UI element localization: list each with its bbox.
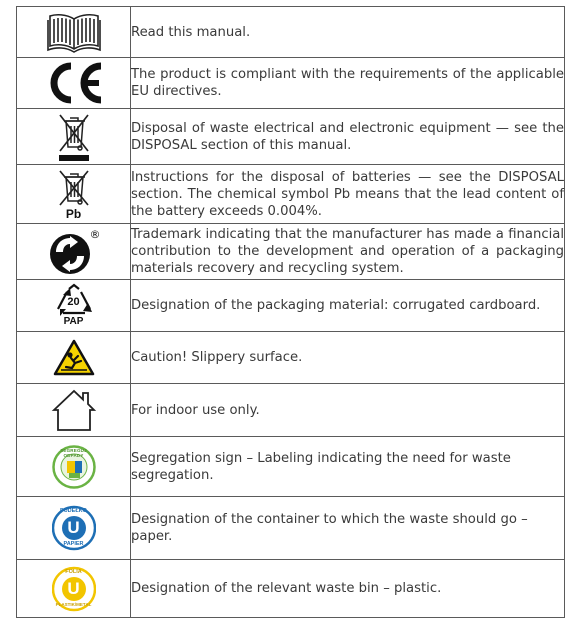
- icon-cell: [17, 280, 131, 332]
- table-row: [17, 7, 565, 58]
- row-description: Trademark indicating that the manufacturer has made a financial contribution to the development and operation of a packaging materials recovery and recycling system.: [131, 224, 565, 280]
- row-description: Disposal of waste electrical and electronic equipment — see the DISPOSAL section of this manual.: [131, 109, 565, 165]
- icon-cell: [17, 224, 131, 280]
- icon-cell: [17, 7, 131, 58]
- icon-cell: [17, 332, 131, 384]
- row-description: Designation of the relevant waste bin – plastic.: [131, 560, 565, 618]
- paper-bin-bottom-label: PAPIER: [63, 541, 84, 547]
- green-dot-icon: [48, 232, 92, 276]
- table-row: [17, 109, 565, 165]
- table-row: [17, 332, 565, 384]
- row-description: Caution! Slippery surface.: [131, 332, 565, 384]
- table-row: [17, 280, 565, 332]
- row-description: The product is compliant with the requirements of the applicable EU directives.: [131, 58, 565, 109]
- segregation-sign-icon: [52, 445, 96, 489]
- table-row: [17, 497, 565, 560]
- row-description: Read this manual.: [131, 7, 565, 58]
- slippery-surface-warning-icon: [53, 339, 95, 377]
- table-row: [17, 384, 565, 437]
- icon-cell: [17, 109, 131, 165]
- paper-bin-icon: [52, 505, 96, 551]
- open-book-icon: [46, 10, 102, 54]
- house-indoor-icon: [50, 388, 98, 432]
- row-description: For indoor use only.: [131, 384, 565, 437]
- icon-cell: [17, 497, 131, 560]
- row-description: Designation of the container to which the waste should go – paper.: [131, 497, 565, 560]
- row-description: Instructions for the disposal of batteries — see the DISPOSAL section. The chemical symbol Pb means that the lead content of the battery exceeds 0.004%.: [131, 165, 565, 224]
- recycling-number: 20: [67, 295, 80, 308]
- paper-bin-letter: U: [67, 518, 80, 537]
- paper-bin-top-label: PUDEŁKO: [60, 508, 87, 514]
- crossed-bin-battery-icon: [54, 167, 94, 209]
- icon-cell: [17, 384, 131, 437]
- plastic-bin-bottom-label: PLASTIK/METAL: [55, 601, 92, 607]
- ce-mark-icon: [43, 62, 105, 104]
- icon-cell: [17, 58, 131, 109]
- plastic-bin-top-label: FOLIA: [65, 568, 82, 575]
- symbols-legend: [16, 6, 565, 618]
- battery-pb-label: Pb: [65, 207, 82, 221]
- plastic-bin-icon: [52, 566, 96, 612]
- table-row: [17, 58, 565, 109]
- row-description: Designation of the packaging material: corrugated cardboard.: [131, 280, 565, 332]
- table-row: [17, 224, 565, 280]
- row-description: Segregation sign – Labeling indicating the need for waste segregation.: [131, 437, 565, 497]
- table-row: [17, 165, 565, 224]
- plastic-bin-letter: U: [67, 578, 80, 598]
- icon-cell: [17, 560, 131, 618]
- table-row: [17, 437, 565, 497]
- symbols-table: [16, 6, 565, 618]
- icon-cell: [17, 165, 131, 224]
- crossed-bin-weee-icon: [54, 111, 94, 163]
- table-row: [17, 560, 565, 618]
- icon-cell: [17, 437, 131, 497]
- segregation-sign-label: SEGREGUJ ODPADY: [60, 447, 87, 458]
- registered-mark: ®: [89, 227, 101, 241]
- recycling-code: PAP: [63, 315, 84, 327]
